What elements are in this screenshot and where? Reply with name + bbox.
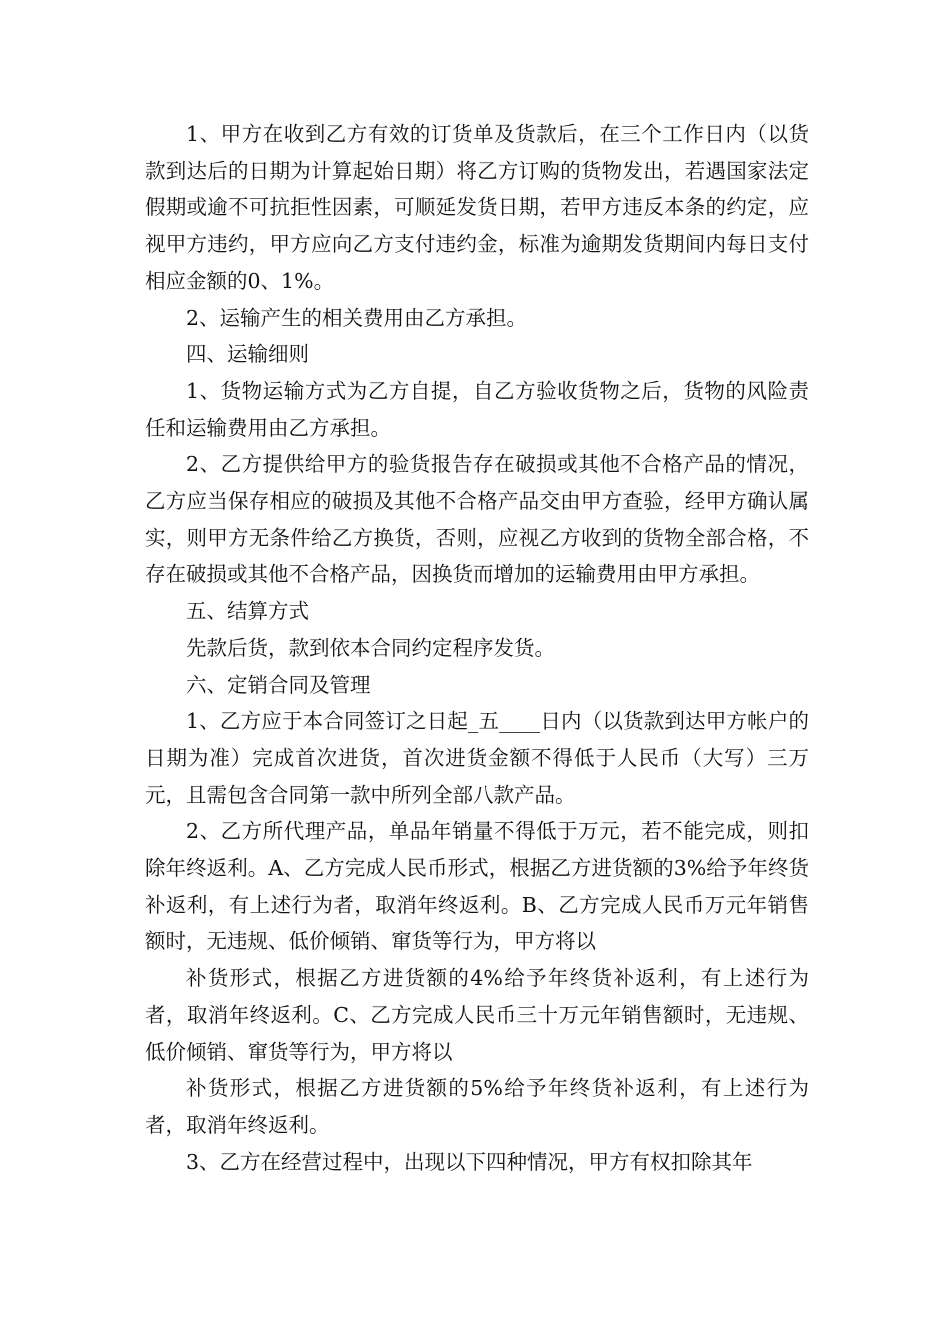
paragraph-delivery-obligation: 1、甲方在收到乙方有效的订货单及货款后，在三个工作日内（以货款到达后的日期为计算起始日期）将乙方订购的货物发出，若遇国家法定假期或逾不可抗拒性因素，可顺延发货日期，若甲方违反本条的约定，应视甲方违约，甲方应向乙方支付违约金，标准为逾期发货期间内每日支付相应金额的0、1%。 — [145, 122, 809, 293]
section-heading-sales-contract: 六、定销合同及管理 — [186, 672, 371, 697]
paragraph-inspection-report: 2、乙方提供给甲方的验货报告存在破损或其他不合格产品的情况，乙方应当保存相应的破损及其他不合格产品交由甲方查验，经甲方确认属实，则甲方无条件给乙方换货，否则，应视乙方收到的货物全部合格，不存在破损或其他不合格产品，因换货而增加的运输费用由甲方承担。 — [145, 452, 809, 587]
paragraph-annual-rebate: 2、乙方所代理产品，单品年销量不得低于万元，若不能完成，则扣除年终返利。A、乙方完成人民币形式，根据乙方进货额的3%给予年终货补返利，有上述行为者，取消年终返利。B、乙方完成人民币万元年销售额时，无违规、低价倾销、窜货等行为，甲方将以 — [145, 819, 809, 954]
paragraph-deduction-cases: 3、乙方在经营过程中，出现以下四种情况，甲方有权扣除其年 — [186, 1149, 753, 1174]
paragraph-rebate-continued-5pct: 补货形式，根据乙方进货额的5%给予年终货补返利，有上述行为者，取消年终返利。 — [145, 1076, 809, 1137]
paragraph-transport-cost: 2、运输产生的相关费用由乙方承担。 — [186, 305, 528, 330]
section-heading-settlement: 五、结算方式 — [186, 599, 309, 624]
paragraph-settlement-terms: 先款后货，款到依本合同约定程序发货。 — [186, 635, 555, 660]
contract-body — [145, 116, 809, 1180]
paragraph-rebate-continued-4pct: 补货形式，根据乙方进货额的4%给予年终货补返利，有上述行为者，取消年终返利。C、乙方完成人民币三十万元年销售额时，无违规、低价倾销、窜货等行为，甲方将以 — [145, 966, 809, 1064]
paragraph-first-purchase: 1、乙方应于本合同签订之日起_五____日内（以货款到达甲方帐户的日期为准）完成首次进货，首次进货金额不得低于人民币（大写）三万元，且需包含合同第一款中所列全部八款产品。 — [145, 709, 809, 807]
paragraph-transport-method: 1、货物运输方式为乙方自提，自乙方验收货物之后，货物的风险责任和运输费用由乙方承担。 — [145, 378, 809, 440]
section-heading-transport-rules: 四、运输细则 — [186, 342, 309, 367]
